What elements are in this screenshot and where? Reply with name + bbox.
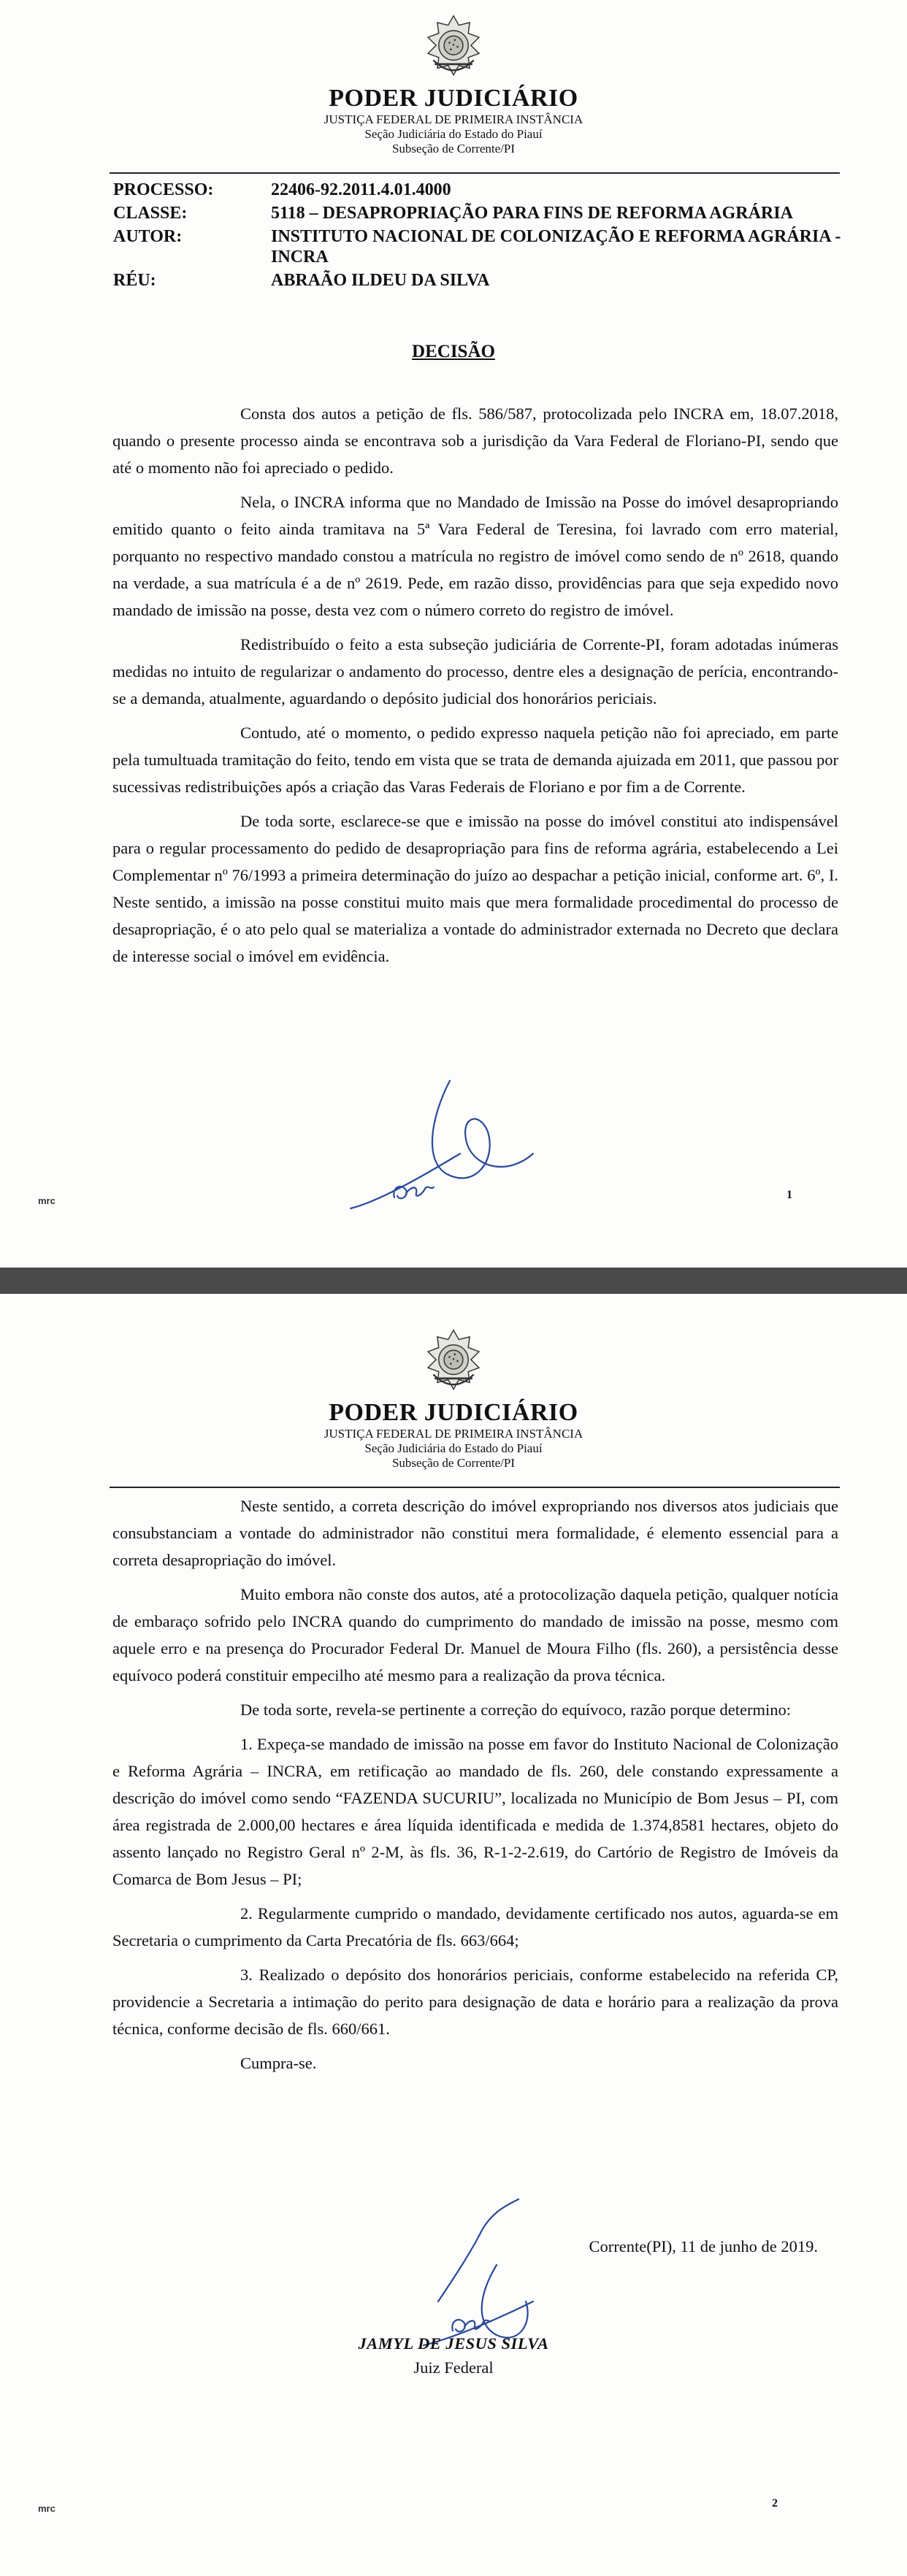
reu-label: RÉU: xyxy=(113,271,156,290)
court-subtitle-3: Subseção de Corrente/PI xyxy=(391,142,516,156)
autor-value: INSTITUTO NACIONAL DE COLONIZAÇÃO E REFORMA AGRÁRIA - INCRA xyxy=(271,227,841,267)
page-number: 1 xyxy=(787,1189,792,1201)
reu-value: ABRAÃO ILDEU DA SILVA xyxy=(271,271,490,290)
processo-label: PROCESSO: xyxy=(113,180,214,199)
case-row-classe xyxy=(113,203,843,223)
paragraph: Cumpra-se. xyxy=(240,2054,317,2072)
judge-name: JAMYL DE JESUS SILVA xyxy=(358,2334,549,2353)
paragraph: Neste sentido, a correta descrição do imóvel expropriando nos diversos atos judiciais que consubstanciam a vontade do administrador não constitui mera formalidade, é elemento essencial para a correta desapropriação do imóvel. xyxy=(112,1497,838,1569)
signature-icon xyxy=(409,2192,643,2382)
paragraph: Redistribuído o feito a esta subseção judiciária de Corrente-PI, foram adotadas inúmeras medidas no intuito de regularizar o andamento do processo, dentre eles a designação de perícia, encontrando-se a demanda, atualmente, aguardando o depósito judicial dos honorários periciais. xyxy=(112,635,838,708)
page-header xyxy=(0,13,907,156)
determination-item: 1. Expeça-se mandado de imissão na posse em favor do Instituto Nacional de Colonização e Reforma Agrária – INCRA, em retificação ao mandado de fls. 260, dele constando expressamente a descrição do imóvel como sendo “FAZENDA SUCURIU”, localizada no Município de Bom Jesus – PI, com área registrada de 2.000,00 hectares e área líquida identificada e medida de 1.374,8581 hectares, objeto do assento lançado no Registro Geral nº 2-M, às fls. 36, R-1-2-2.619, do Cartório de Registro de Imóveis da Comarca de Bom Jesus – PI; xyxy=(112,1735,838,1888)
header-rule xyxy=(110,1487,840,1488)
case-info xyxy=(113,180,843,294)
autor-label: AUTOR: xyxy=(113,227,183,246)
court-subtitle-3: Subseção de Corrente/PI xyxy=(391,1456,516,1470)
page-number: 2 xyxy=(772,2497,778,2510)
document-title: DECISÃO xyxy=(412,342,495,361)
determination-item: 3. Realizado o depósito dos honorários periciais, conforme estabelecido na referida CP, providencie a Secretaria a intimação do perito para designação de data e horário para a realização da prova técnica, conforme decisão de fls. 660/661. xyxy=(112,1966,838,2038)
case-row-autor xyxy=(113,226,843,267)
paragraph: De toda sorte, esclarece-se que e imissão na posse do imóvel constitui ato indispensável para o regular processamento do pedido de desapropriação para fins de reforma agrária, estabelecendo a Lei Complementar nº 76/1993 a primeira determinação do juízo ao despachar a petição inicial, conforme art. 6º, I. Neste sentido, a imissão na posse constitui muito mais que mera formalidade procedimental do processo de desapropriação, é o ato pelo qual se materializa a vontade do administrador externada no Decreto que declara de interesse social o imóvel em evidência. xyxy=(112,812,838,965)
page2-body xyxy=(112,1492,838,2084)
court-subtitle-1: JUSTIÇA FEDERAL DE PRIMEIRA INSTÂNCIA xyxy=(324,1427,583,1441)
court-title: PODER JUDICIÁRIO xyxy=(329,85,578,112)
brazil-coat-of-arms-icon xyxy=(420,1327,487,1395)
margin-note: mrc xyxy=(38,1195,56,1206)
court-subtitle-1: JUSTIÇA FEDERAL DE PRIMEIRA INSTÂNCIA xyxy=(324,112,583,126)
classe-value: 5118 – DESAPROPRIAÇÃO PARA FINS DE REFORMA AGRÁRIA xyxy=(271,204,793,223)
margin-note: mrc xyxy=(38,2503,56,2514)
court-subtitle-2: Seção Judiciária do Estado do Piauí xyxy=(364,127,543,141)
closing-date: Corrente(PI), 11 de junho de 2019. xyxy=(589,2237,818,2255)
paragraph: Consta dos autos a petição de fls. 586/587, protocolizada pelo INCRA em, 18.07.2018, quando o presente processo ainda se encontrava sob a jurisdição da Vara Federal de Floriano-PI, sendo que até o momento não foi apreciado o pedido. xyxy=(112,405,838,477)
document-page-2 xyxy=(0,1294,907,2576)
header-rule xyxy=(110,172,840,174)
page-separator xyxy=(0,1268,907,1294)
page1-body xyxy=(112,400,838,977)
page-header xyxy=(0,1327,907,1471)
determination-item: 2. Regularmente cumprido o mandado, devidamente certificado nos autos, aguarda-se em Secretaria o cumprimento da Carta Precatória de fls. 663/664; xyxy=(112,1904,838,1950)
classe-label: CLASSE: xyxy=(113,204,188,223)
paragraph: Muito embora não conste dos autos, até a protocolização daquela petição, qualquer notícia de embaraço sofrido pelo INCRA quando do cumprimento do mandado de imissão na posse, mesmo com aquele erro e na presença do Procurador Federal Dr. Manuel de Moura Filho (fls. 260), a persistência desse equívoco poderá constituir empecilho até mesmo para a realização da prova técnica. xyxy=(112,1585,838,1684)
paragraph: Nela, o INCRA informa que no Mandado de Imissão na Posse do imóvel desapropriando emitido quanto o feito ainda tramitava na 5ª Vara Federal de Teresina, foi lavrado com erro material, porquanto no respectivo mandado constou a matrícula no registro de imóvel como sendo de nº 2618, quando na verdade, a sua matrícula é a de nº 2619. Pede, em razão disso, providências para que seja expedido novo mandado de imissão na posse, desta vez com o número correto do registro de imóvel. xyxy=(112,493,838,619)
document-page-1 xyxy=(0,0,907,1268)
case-row-reu xyxy=(113,270,843,291)
court-subtitle-2: Seção Judiciária do Estado do Piauí xyxy=(364,1441,543,1455)
court-title: PODER JUDICIÁRIO xyxy=(329,1399,578,1426)
case-row-processo xyxy=(113,180,843,200)
signature-icon xyxy=(321,1051,592,1241)
paragraph: Contudo, até o momento, o pedido expresso naquela petição não foi apreciado, em parte pela tumultuada tramitação do feito, tendo em vista que se trata de demanda ajuizada em 2011, que passou por sucessivas redistribuições após a criação das Varas Federais de Floriano e por fim a de Corrente. xyxy=(112,724,838,796)
brazil-coat-of-arms-icon xyxy=(420,13,487,80)
processo-value: 22406-92.2011.4.01.4000 xyxy=(271,180,451,199)
paragraph: De toda sorte, revela-se pertinente a correção do equívoco, razão porque determino: xyxy=(240,1701,792,1719)
judge-role: Juiz Federal xyxy=(413,2358,494,2377)
